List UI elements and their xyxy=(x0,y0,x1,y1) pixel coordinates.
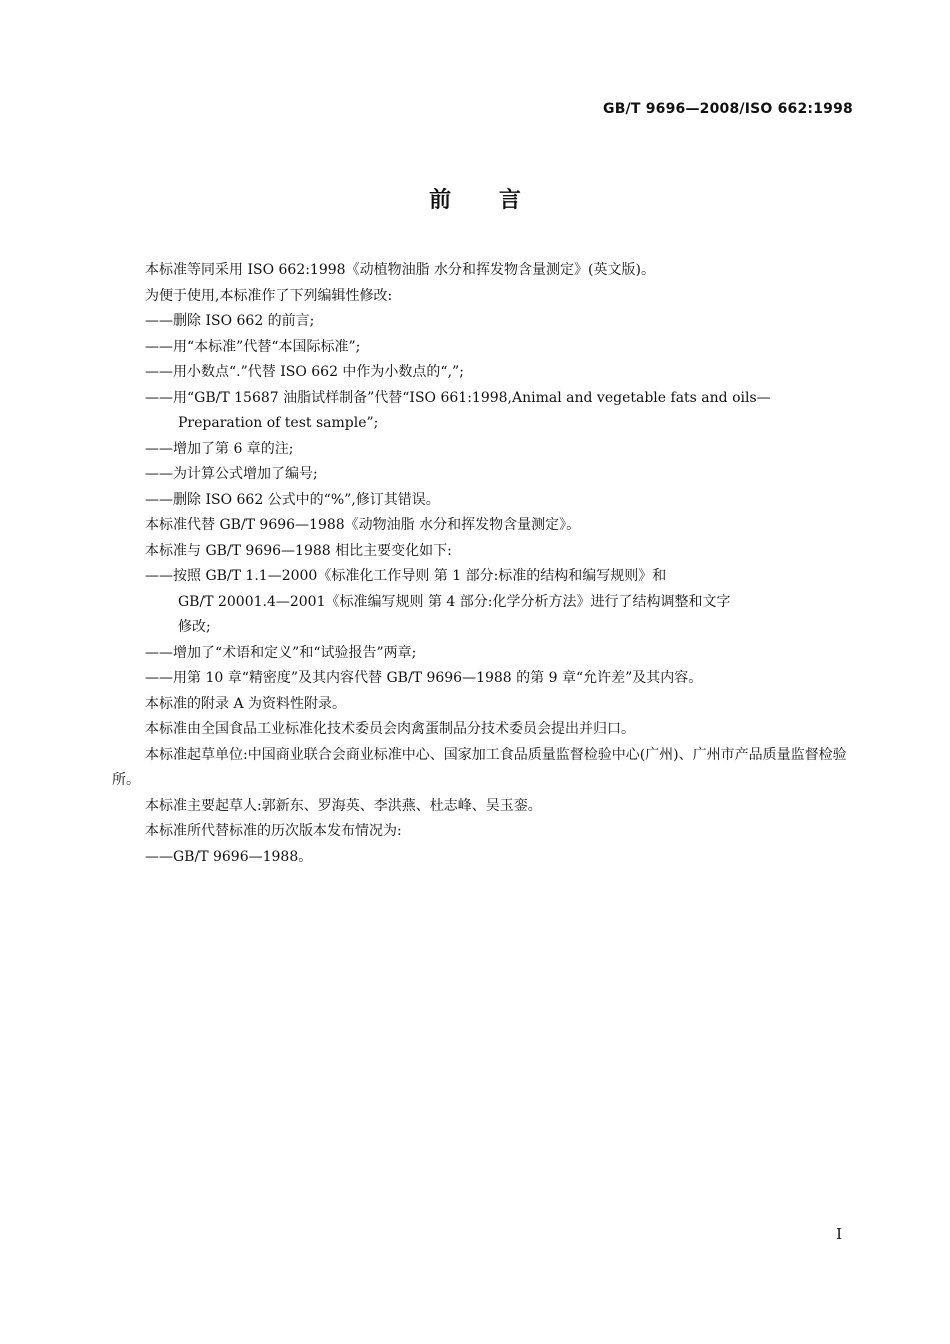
list-item: ——增加了第 6 章的注; xyxy=(145,440,294,457)
list-item: ——用第 10 章“精密度”及其内容代替 GB/T 9696—1988 的第 9 章“允许差”及其内容。 xyxy=(145,670,703,686)
paragraph: 本标准所代替标准的历次版本发布情况为: xyxy=(145,823,402,839)
list-item: ——删除 ISO 662 公式中的“%”,修订其错误。 xyxy=(145,491,440,508)
list-item: ——按照 GB/T 1.1—2000《标准化工作导则 第 1 部分:标准的结构和编写规则》和 xyxy=(145,568,667,584)
paragraph: 本标准与 GB/T 9696—1988 相比主要变化如下: xyxy=(145,542,452,559)
paragraph: 本标准由全国食品工业标准化技术委员会肉禽蛋制品分技术委员会提出并归口。 xyxy=(145,721,635,737)
paragraph: 本标准代替 GB/T 9696—1988《动物油脂 水分和挥发物含量测定》。 xyxy=(145,517,581,533)
list-item: ——删除 ISO 662 的前言; xyxy=(145,313,315,329)
standard-number: GB/T 9696—2008/ISO 662:1998 xyxy=(603,101,853,117)
page-title: 前 言 xyxy=(429,188,521,213)
paragraph: 本标准的附录 A 为资料性附录。 xyxy=(145,695,347,712)
list-item-continuation: 修改; xyxy=(178,619,211,635)
list-item: ——用“本标准”代替“本国际标准”; xyxy=(145,338,361,355)
paragraph: 本标准起草单位:中国商业联合会商业标准中心、国家加工食品质量监督检验中心(广州)、广州市产品质量监督检验所。 xyxy=(112,746,847,788)
paragraph: 为便于使用,本标准作了下列编辑性修改: xyxy=(145,287,393,304)
foreword-body xyxy=(112,258,852,870)
list-item-continuation: GB/T 20001.4—2001《标准编写规则 第 4 部分:化学分析方法》进行了结构调整和文字 xyxy=(178,593,731,610)
list-item: ——用“GB/T 15687 油脂试样制备”代替“ISO 661:1998,Animal and vegetable fats and oils— xyxy=(145,389,771,406)
list-item-continuation: Preparation of test sample”; xyxy=(178,415,379,431)
list-item: ——为计算公式增加了编号; xyxy=(145,466,318,482)
list-item: ——增加了“术语和定义”和“试验报告”两章; xyxy=(145,644,417,661)
paragraph: 本标准等同采用 ISO 662:1998《动植物油脂 水分和挥发物含量测定》(英文版)。 xyxy=(145,262,655,278)
list-item: ——用小数点“.”代替 ISO 662 中作为小数点的“,”; xyxy=(145,364,464,380)
paragraph: 本标准主要起草人:郭新东、罗海英、李洪燕、杜志峰、吴玉銮。 xyxy=(145,797,542,814)
page-number: I xyxy=(836,1225,842,1243)
list-item: ——GB/T 9696—1988。 xyxy=(145,848,313,865)
